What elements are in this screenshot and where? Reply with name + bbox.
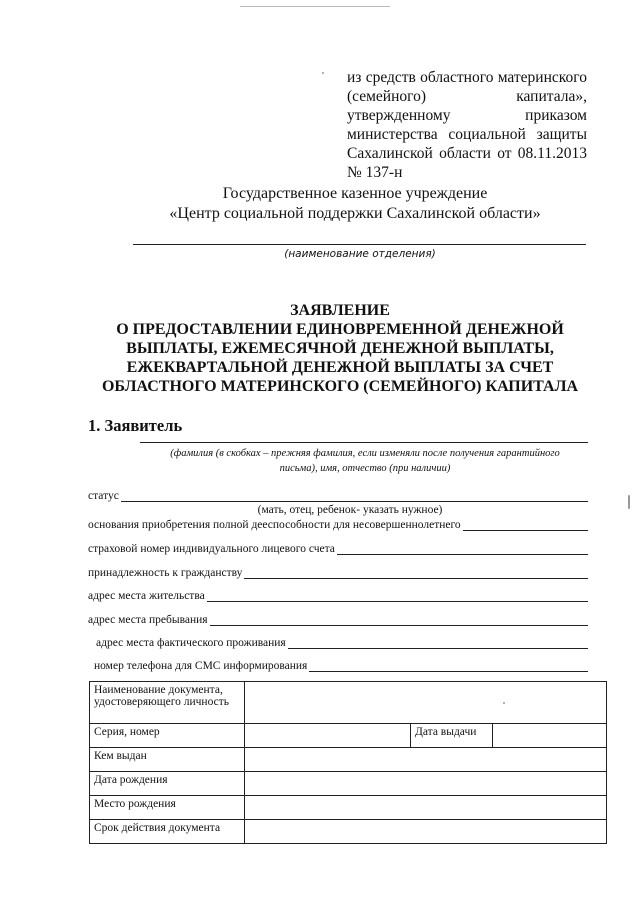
table-row (90, 682, 607, 724)
department-field[interactable] (133, 244, 586, 245)
stay-row (88, 613, 588, 626)
phone-row (94, 659, 588, 672)
basis-field[interactable] (463, 518, 588, 531)
department-note: (наименование отделения) (284, 248, 436, 260)
snils-row (88, 542, 588, 555)
series-number-field[interactable] (245, 724, 411, 748)
fio-note-line: (фамилия (в скобках – прежняя фамилия, если изменяли после получения гарантийного (170, 448, 560, 459)
birth-date-field[interactable] (245, 772, 607, 796)
title-line: ЕЖЕКВАРТАЛЬНОЙ ДЕНЕЖНОЙ ВЫПЛАТЫ ЗА СЧЕТ (126, 359, 554, 376)
table-row (90, 772, 607, 796)
actual-address-label: адрес места фактического проживания (96, 637, 286, 649)
fio-note-line: письма), имя, отчество (при наличии) (279, 463, 451, 474)
validity-field[interactable] (245, 820, 607, 844)
status-label: статус (88, 490, 119, 502)
title-line: ЗАЯВЛЕНИЕ (290, 302, 390, 319)
fio-note (140, 446, 590, 476)
doc-name-label (90, 682, 245, 724)
table-row (90, 796, 607, 820)
scan-speck (503, 702, 505, 704)
organization-line-1: Государственное казенное учреждение (222, 185, 488, 202)
fio-field[interactable] (140, 442, 588, 443)
reference-line: Сахалинской области от 08.11.2013 (347, 145, 587, 162)
document-title (60, 301, 620, 396)
snils-field[interactable] (337, 542, 588, 555)
series-number-label: Серия, номер (90, 724, 245, 748)
citizenship-field[interactable] (244, 566, 588, 579)
reference-line: из средств областного материнского (347, 69, 587, 86)
citizenship-label: принадлежность к гражданству (88, 567, 243, 579)
order-reference (347, 68, 587, 182)
organization-line-2: «Центр социальной поддержки Сахалинской области» (169, 205, 541, 222)
issued-by-field[interactable] (245, 748, 607, 772)
scan-mark (628, 495, 630, 509)
reference-line: (семейного) капитала», (347, 88, 587, 105)
issue-date-label: Дата выдачи (411, 724, 493, 748)
basis-label: основания приобретения полной дееспособности для несовершеннолетнего (88, 519, 461, 531)
residence-label: адрес места жительства (88, 590, 205, 602)
scan-speck (322, 72, 324, 74)
reference-line: министерства социальной защиты (347, 126, 587, 143)
top-edge-line (240, 6, 390, 7)
status-note: (мать, отец, ребенок- указать нужное) (257, 504, 443, 516)
table-row (90, 748, 607, 772)
reference-line: утвержденному приказом (347, 107, 587, 124)
stay-label: адрес места пребывания (88, 614, 208, 626)
stay-field[interactable] (210, 613, 588, 626)
validity-label: Срок действия документа (90, 820, 245, 844)
citizenship-row (88, 566, 588, 579)
snils-label: страховой номер индивидуального лицевого счета (88, 543, 335, 555)
table-row (90, 724, 607, 748)
status-row (88, 489, 588, 502)
residence-row (88, 589, 588, 602)
title-line: ОБЛАСТНОГО МАТЕРИНСКОГО (СЕМЕЙНОГО) КАПИТАЛА (101, 378, 579, 395)
birth-place-field[interactable] (245, 796, 607, 820)
reference-line: № 137-н (347, 164, 403, 181)
status-field[interactable] (121, 489, 588, 502)
title-line: О ПРЕДОСТАВЛЕНИИ ЕДИНОВРЕМЕННОЙ ДЕНЕЖНОЙ (116, 321, 564, 338)
birth-date-label: Дата рождения (90, 772, 245, 796)
section-heading: 1. Заявитель (88, 416, 183, 435)
doc-name-label-line: удостоверяющего личность (94, 696, 229, 708)
issued-by-label: Кем выдан (90, 748, 245, 772)
title-line: ВЫПЛАТЫ, ЕЖЕМЕСЯЧНОЙ ДЕНЕЖНОЙ ВЫПЛАТЫ, (126, 340, 554, 357)
actual-address-field[interactable] (288, 636, 588, 649)
birth-place-label: Место рождения (90, 796, 245, 820)
residence-field[interactable] (207, 589, 588, 602)
phone-field[interactable] (309, 659, 588, 672)
table-row (90, 820, 607, 844)
basis-row (88, 518, 588, 531)
doc-name-label-line: Наименование документа, (94, 684, 223, 696)
issue-date-field[interactable] (493, 724, 607, 748)
actual-address-row (96, 636, 588, 649)
phone-label: номер телефона для СМС информирования (94, 660, 308, 672)
identity-document-table (89, 681, 607, 844)
doc-name-field[interactable] (245, 682, 607, 724)
